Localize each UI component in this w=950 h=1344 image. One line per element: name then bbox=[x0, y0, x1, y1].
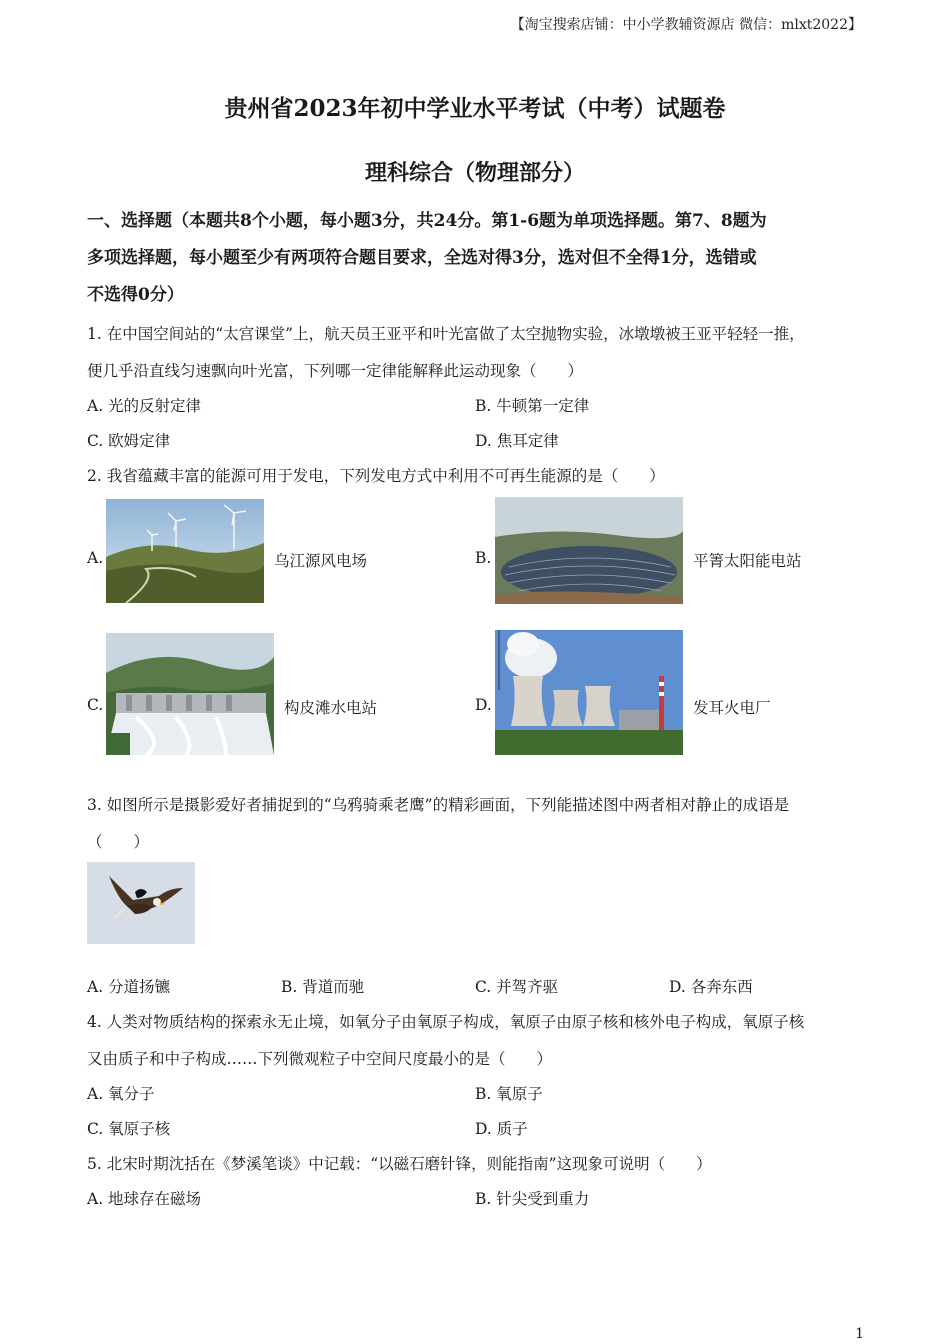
section-line-1: 一、选择题（本题共8个小题，每小题3分，共24分。第1-6题为单项选择题。第7、8题为 bbox=[87, 211, 767, 231]
section-heading bbox=[87, 203, 867, 314]
header-note: 【淘宝搜索店铺：中小学教辅资源店 微信：mlxt2022】 bbox=[510, 17, 862, 33]
q2-option-b-caption: 平箐太阳能电站 bbox=[693, 552, 802, 570]
q1-option-c: C. 欧姆定律 bbox=[87, 432, 171, 450]
q4-option-b: B. 氧原子 bbox=[475, 1085, 543, 1103]
q1-option-d: D. 焦耳定律 bbox=[475, 432, 559, 450]
q4-option-c: C. 氧原子核 bbox=[87, 1120, 171, 1138]
q1-stem-line-1: 1. 在中国空间站的“太宫课堂”上，航天员王亚平和叶光富做了太空抛物实验，冰墩墩被王亚平轻轻一推， bbox=[87, 325, 805, 343]
q5-stem: 5. 北宋时期沈括在《梦溪笔谈》中记载：“以磁石磨针锋，则能指南”这现象可说明（ ） bbox=[87, 1155, 712, 1173]
q2-option-c-caption: 构皮滩水电站 bbox=[284, 699, 378, 717]
crow-riding-eagle-photo bbox=[87, 862, 195, 944]
q5-option-b: B. 针尖受到重力 bbox=[475, 1190, 590, 1208]
page-number: 1 bbox=[855, 1326, 864, 1342]
q3-option-c: C. 并驾齐驱 bbox=[475, 978, 559, 996]
q4-option-a: A. 氧分子 bbox=[87, 1085, 155, 1103]
q2-option-a-caption: 乌江源风电场 bbox=[274, 552, 368, 570]
q2-stem: 2. 我省蕴藏丰富的能源可用于发电，下列发电方式中利用不可再生能源的是（ ） bbox=[87, 467, 665, 485]
section-line-2: 多项选择题，每小题至少有两项符合题目要求，全选对得3分，选对但不全得1分，选错或 bbox=[87, 248, 757, 268]
q3-stem-line-1: 3. 如图所示是摄影爱好者捕捉到的“乌鸦骑乘老鹰”的精彩画面，下列能描述图中两者相对静止的成语是 bbox=[87, 796, 790, 814]
q2-option-d-caption: 发耳火电厂 bbox=[693, 699, 771, 717]
wind-farm-photo bbox=[106, 499, 264, 603]
q3-option-d: D. 各奔东西 bbox=[669, 978, 753, 996]
q3-stem-line-2: （ ） bbox=[87, 833, 150, 851]
q1-option-a: A. 光的反射定律 bbox=[87, 397, 202, 415]
q2-option-b-letter: B. bbox=[475, 549, 492, 567]
hydropower-dam-photo bbox=[106, 633, 274, 755]
q4-stem-line-2: 又由质子和中子构成……下列微观粒子中空间尺度最小的是（ ） bbox=[87, 1050, 553, 1068]
q4-stem-line-1: 4. 人类对物质结构的探索永无止境，如氧分子由氧原子构成，氧原子由原子核和核外电子构成，氧原子核 bbox=[87, 1013, 805, 1031]
q2-option-c-letter: C. bbox=[87, 696, 104, 714]
solar-station-photo bbox=[495, 497, 683, 604]
q3-option-b: B. 背道而驰 bbox=[281, 978, 365, 996]
thermal-power-plant-photo bbox=[495, 630, 683, 755]
q2-option-d-letter: D. bbox=[475, 696, 492, 714]
q2-option-a-letter: A. bbox=[87, 549, 104, 567]
page-subtitle: 理科综合（物理部分） bbox=[364, 160, 585, 186]
q4-option-d: D. 质子 bbox=[475, 1120, 528, 1138]
q5-option-a: A. 地球存在磁场 bbox=[87, 1190, 202, 1208]
q3-option-a: A. 分道扬镳 bbox=[87, 978, 171, 996]
q1-stem-line-2: 便几乎沿直线匀速飘向叶光富，下列哪一定律能解释此运动现象（ ） bbox=[87, 362, 584, 380]
section-line-3: 不选得0分） bbox=[87, 285, 184, 305]
q1-option-b: B. 牛顿第一定律 bbox=[475, 397, 590, 415]
page-title: 贵州省2023年初中学业水平考试（中考）试题卷 bbox=[224, 95, 726, 122]
